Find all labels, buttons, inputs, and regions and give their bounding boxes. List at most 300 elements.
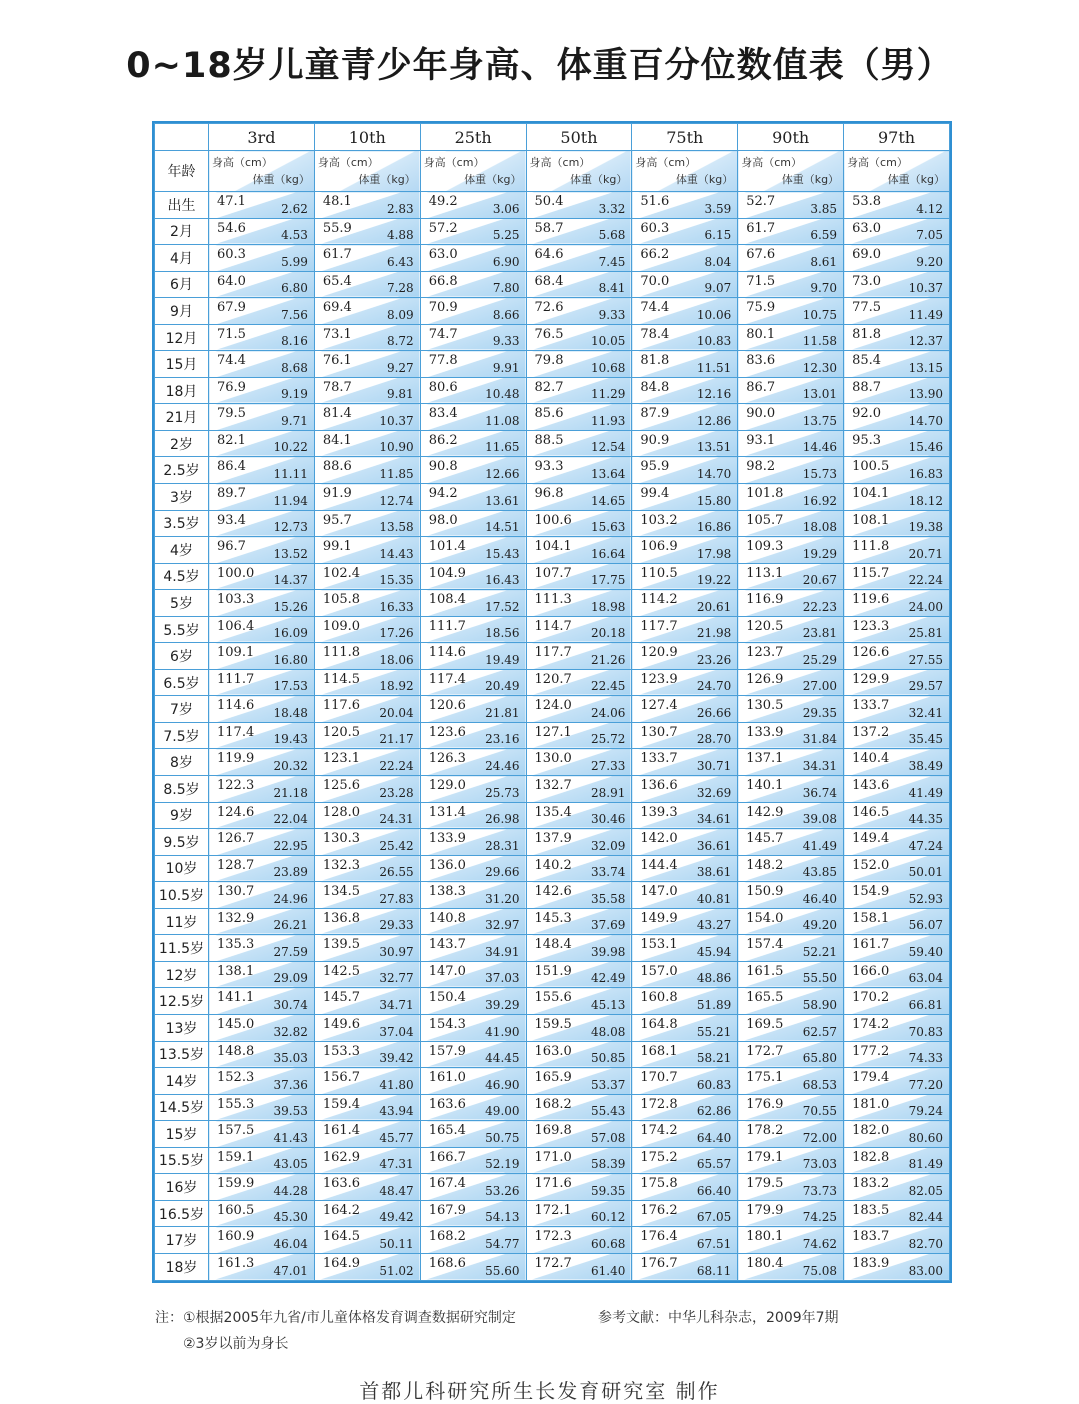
height-value: 76.5	[534, 326, 564, 342]
value-cell	[314, 1147, 420, 1174]
height-value: 114.6	[217, 698, 255, 714]
weight-value: 43.94	[379, 1104, 414, 1119]
percentile-header: 25th	[420, 124, 526, 151]
table-row	[155, 218, 950, 245]
value-cell	[526, 1200, 632, 1227]
value-cell	[526, 722, 632, 749]
weight-value: 39.42	[379, 1051, 414, 1066]
value-cell	[314, 908, 420, 935]
value-cell	[632, 988, 738, 1015]
weight-value: 59.35	[591, 1183, 626, 1198]
weight-value: 52.21	[802, 944, 838, 959]
weight-value: 73.03	[802, 1157, 838, 1172]
age-cell: 12.5岁	[155, 988, 209, 1015]
age-cell: 9岁	[155, 802, 209, 829]
weight-value: 24.70	[696, 679, 732, 694]
height-value: 110.5	[640, 565, 678, 581]
weight-value: 13.15	[908, 360, 943, 375]
height-value: 103.2	[640, 512, 678, 528]
height-value: 92.0	[852, 406, 882, 422]
table-body	[155, 192, 950, 1281]
page-title: 0~18岁儿童青少年身高、体重百分位数值表（男）	[126, 46, 953, 86]
value-cell	[738, 802, 844, 829]
height-value: 81.4	[322, 406, 352, 422]
height-value: 120.6	[428, 698, 466, 714]
weight-value: 9.07	[704, 281, 732, 296]
value-cell	[420, 245, 526, 272]
weight-value: 24.96	[273, 891, 308, 906]
value-cell	[209, 1227, 315, 1254]
value-cell	[209, 616, 315, 643]
weight-value: 8.66	[492, 307, 520, 322]
height-value: 143.6	[852, 778, 890, 794]
weight-value: 4.53	[281, 228, 308, 243]
weight-value: 18.48	[273, 705, 308, 720]
height-value: 90.0	[746, 406, 776, 422]
value-cell	[420, 908, 526, 935]
height-value: 104.1	[534, 539, 572, 555]
age-cell: 18月	[155, 377, 209, 404]
table-row	[155, 882, 950, 909]
weight-value: 6.59	[810, 228, 838, 243]
value-cell	[844, 855, 950, 882]
value-cell	[526, 377, 632, 404]
value-cell	[632, 245, 738, 272]
height-value: 131.4	[428, 804, 466, 820]
weight-value: 24.46	[485, 759, 520, 774]
weight-value: 23.28	[379, 785, 414, 800]
height-value: 91.9	[322, 486, 352, 502]
height-value: 155.6	[534, 990, 572, 1006]
value-cell	[844, 537, 950, 564]
height-value: 124.0	[534, 698, 572, 714]
height-value: 71.5	[217, 326, 246, 342]
weight-value: 16.86	[696, 520, 732, 535]
height-value: 182.0	[852, 1123, 890, 1139]
value-cell	[209, 404, 315, 431]
weight-value: 18.12	[908, 493, 943, 508]
height-value: 159.4	[322, 1096, 361, 1112]
table-row	[155, 324, 950, 351]
height-value: 138.1	[217, 963, 255, 979]
age-cell: 2.5岁	[155, 457, 209, 484]
weight-value: 9.19	[281, 387, 308, 402]
weight-value: 12.86	[696, 413, 732, 428]
weight-value: 43.05	[273, 1157, 308, 1172]
age-cell: 3.5岁	[155, 510, 209, 537]
table-row	[155, 696, 950, 723]
value-cell	[738, 457, 844, 484]
value-cell	[314, 271, 420, 298]
unit-header-cell	[420, 151, 526, 192]
height-value: 75.9	[746, 300, 776, 316]
value-cell	[314, 218, 420, 245]
height-value: 159.5	[534, 1016, 572, 1032]
table-row	[155, 961, 950, 988]
weight-value: 82.44	[908, 1210, 943, 1225]
value-cell	[844, 1094, 950, 1121]
value-cell	[526, 669, 632, 696]
value-cell	[632, 1227, 738, 1254]
weight-value: 29.35	[802, 705, 838, 720]
value-cell	[632, 1014, 738, 1041]
value-cell	[738, 563, 844, 590]
value-cell	[844, 1068, 950, 1095]
height-value: 53.8	[852, 194, 882, 209]
height-value: 147.0	[428, 963, 466, 979]
height-value: 135.3	[217, 937, 255, 953]
weight-value: 18.92	[379, 679, 414, 694]
weight-value: 20.04	[379, 705, 414, 720]
weight-value: 11.49	[908, 307, 943, 322]
height-value: 157.4	[746, 937, 784, 953]
height-value: 136.8	[322, 910, 361, 926]
weight-value: 25.81	[908, 626, 943, 641]
value-cell	[632, 1147, 738, 1174]
weight-value: 10.06	[696, 307, 732, 322]
weight-value: 42.49	[591, 971, 626, 986]
height-value: 172.7	[746, 1043, 784, 1059]
weight-value: 22.24	[908, 573, 943, 588]
value-cell	[420, 430, 526, 457]
unit-header-row	[155, 151, 950, 192]
weight-value: 74.62	[802, 1236, 838, 1251]
age-cell: 5岁	[155, 590, 209, 617]
height-unit-label: 身高（cm）	[529, 156, 591, 169]
value-cell	[420, 457, 526, 484]
weight-value: 32.41	[908, 705, 943, 720]
height-value: 179.4	[852, 1070, 890, 1086]
value-cell	[526, 616, 632, 643]
weight-value: 15.73	[802, 467, 838, 482]
height-value: 123.3	[852, 618, 890, 634]
value-cell	[526, 324, 632, 351]
weight-value: 20.32	[273, 759, 308, 774]
height-value: 101.4	[428, 539, 466, 555]
value-cell	[844, 563, 950, 590]
weight-value: 24.06	[591, 705, 626, 720]
height-value: 85.4	[852, 353, 882, 369]
height-value: 79.5	[217, 406, 246, 422]
weight-value: 10.75	[802, 307, 838, 322]
value-cell	[738, 829, 844, 856]
value-cell	[632, 1200, 738, 1227]
value-cell	[632, 351, 738, 378]
height-value: 160.9	[217, 1229, 255, 1245]
value-cell	[314, 988, 420, 1015]
value-cell	[632, 776, 738, 803]
weight-value: 83.00	[908, 1264, 943, 1278]
value-cell	[844, 696, 950, 723]
value-cell	[738, 1041, 844, 1068]
weight-value: 23.81	[802, 626, 838, 641]
age-cell: 15.5岁	[155, 1147, 209, 1174]
table-row	[155, 988, 950, 1015]
height-value: 49.2	[428, 194, 458, 209]
height-value: 137.2	[852, 724, 890, 740]
weight-value: 10.22	[273, 440, 308, 455]
value-cell	[209, 935, 315, 962]
weight-value: 24.31	[379, 812, 414, 827]
weight-value: 10.48	[485, 387, 520, 402]
weight-value: 34.91	[485, 944, 520, 959]
value-cell	[526, 404, 632, 431]
height-value: 80.6	[428, 379, 458, 395]
value-cell	[738, 669, 844, 696]
value-cell	[738, 1094, 844, 1121]
weight-value: 15.35	[379, 573, 414, 588]
value-cell	[632, 430, 738, 457]
height-value: 100.0	[217, 565, 255, 581]
age-cell: 8岁	[155, 749, 209, 776]
weight-value: 26.66	[696, 705, 732, 720]
table-row	[155, 192, 950, 219]
table-row	[155, 1121, 950, 1148]
value-cell	[420, 1147, 526, 1174]
value-cell	[314, 749, 420, 776]
height-value: 130.3	[322, 831, 361, 847]
height-value: 120.7	[534, 671, 572, 687]
height-value: 108.4	[428, 592, 466, 608]
value-cell	[420, 669, 526, 696]
value-cell	[314, 377, 420, 404]
weight-value: 44.28	[273, 1183, 308, 1198]
height-value: 162.9	[322, 1149, 361, 1165]
weight-value: 62.57	[802, 1024, 838, 1039]
height-value: 113.1	[746, 565, 784, 581]
value-cell	[844, 776, 950, 803]
value-cell	[314, 1227, 420, 1254]
value-cell	[314, 457, 420, 484]
height-value: 67.9	[217, 300, 246, 316]
height-value: 81.8	[640, 353, 670, 369]
height-value: 76.9	[217, 379, 246, 395]
weight-value: 22.95	[273, 838, 308, 853]
value-cell	[526, 457, 632, 484]
age-cell: 11岁	[155, 908, 209, 935]
height-value: 159.1	[217, 1149, 255, 1165]
weight-value: 41.43	[273, 1130, 308, 1145]
value-cell	[738, 324, 844, 351]
weight-value: 37.04	[379, 1024, 414, 1039]
weight-value: 25.29	[802, 652, 838, 667]
value-cell	[526, 484, 632, 511]
height-value: 69.4	[322, 300, 352, 316]
height-value: 171.0	[534, 1149, 572, 1165]
weight-value: 10.68	[591, 360, 626, 375]
value-cell	[632, 908, 738, 935]
value-cell	[314, 484, 420, 511]
weight-value: 43.27	[696, 918, 732, 933]
age-cell: 4.5岁	[155, 563, 209, 590]
weight-value: 58.39	[591, 1157, 626, 1172]
value-cell	[209, 829, 315, 856]
value-cell	[844, 324, 950, 351]
height-value: 156.7	[322, 1070, 361, 1086]
height-value: 88.6	[322, 459, 352, 475]
height-value: 78.4	[640, 326, 670, 342]
height-value: 119.9	[217, 751, 255, 767]
value-cell	[526, 245, 632, 272]
height-value: 179.9	[746, 1202, 784, 1218]
height-value: 134.5	[322, 884, 361, 900]
weight-value: 14.46	[802, 440, 838, 455]
table-row	[155, 484, 950, 511]
height-value: 76.1	[322, 353, 352, 369]
value-cell	[420, 404, 526, 431]
value-cell	[844, 616, 950, 643]
height-value: 175.1	[746, 1070, 784, 1086]
height-value: 54.6	[217, 220, 246, 236]
weight-value: 50.85	[591, 1051, 626, 1066]
weight-unit-label: 体重（kg）	[358, 173, 416, 186]
height-value: 109.0	[322, 618, 361, 634]
height-value: 167.4	[428, 1176, 466, 1192]
value-cell	[209, 1014, 315, 1041]
height-value: 84.8	[640, 379, 670, 395]
value-cell	[209, 1174, 315, 1201]
weight-value: 26.21	[273, 918, 308, 933]
value-cell	[209, 563, 315, 590]
value-cell	[738, 1121, 844, 1148]
height-value: 139.5	[322, 937, 361, 953]
value-cell	[314, 776, 420, 803]
value-cell	[632, 829, 738, 856]
value-cell	[526, 855, 632, 882]
age-cell: 6月	[155, 271, 209, 298]
height-value: 124.6	[217, 804, 255, 820]
height-value: 176.7	[640, 1255, 678, 1271]
weight-value: 28.70	[696, 732, 732, 747]
weight-value: 50.01	[908, 865, 943, 880]
height-value: 102.4	[322, 565, 361, 581]
age-cell: 15月	[155, 351, 209, 378]
weight-value: 47.01	[273, 1264, 308, 1278]
value-cell	[209, 1041, 315, 1068]
percentile-header: 10th	[314, 124, 420, 151]
value-cell	[209, 324, 315, 351]
weight-value: 4.88	[386, 228, 414, 243]
table-row	[155, 669, 950, 696]
weight-value: 27.00	[802, 679, 838, 694]
height-value: 153.3	[322, 1043, 361, 1059]
age-cell: 6岁	[155, 643, 209, 670]
weight-value: 21.81	[485, 705, 520, 720]
value-cell	[632, 537, 738, 564]
height-value: 130.7	[217, 884, 255, 900]
weight-value: 65.80	[802, 1051, 838, 1066]
weight-value: 64.40	[696, 1130, 732, 1145]
value-cell	[632, 669, 738, 696]
height-value: 90.8	[428, 459, 458, 475]
height-value: 95.7	[322, 512, 352, 528]
weight-value: 7.28	[386, 281, 414, 296]
height-value: 66.2	[640, 247, 670, 263]
height-value: 83.4	[428, 406, 458, 422]
value-cell	[420, 484, 526, 511]
height-value: 155.3	[217, 1096, 255, 1112]
height-value: 178.2	[746, 1123, 784, 1139]
height-value: 183.5	[852, 1202, 890, 1218]
weight-value: 20.49	[485, 679, 520, 694]
height-value: 86.4	[217, 459, 246, 475]
weight-value: 60.12	[591, 1210, 626, 1225]
weight-value: 26.55	[379, 865, 414, 880]
weight-value: 11.58	[802, 334, 838, 349]
height-value: 135.4	[534, 804, 572, 820]
value-cell	[632, 882, 738, 909]
weight-value: 52.19	[485, 1157, 520, 1172]
table-row	[155, 404, 950, 431]
value-cell	[526, 1094, 632, 1121]
value-cell	[632, 802, 738, 829]
weight-value: 7.05	[916, 228, 943, 243]
height-value: 57.2	[428, 220, 458, 236]
height-value: 137.1	[746, 751, 784, 767]
weight-value: 14.65	[591, 493, 626, 508]
value-cell	[526, 1041, 632, 1068]
height-value: 129.0	[428, 778, 466, 794]
value-cell	[526, 1121, 632, 1148]
age-cell: 11.5岁	[155, 935, 209, 962]
table-row	[155, 1094, 950, 1121]
value-cell	[526, 935, 632, 962]
value-cell	[738, 696, 844, 723]
weight-value: 45.13	[591, 997, 626, 1012]
weight-value: 53.26	[485, 1183, 520, 1198]
table-row	[155, 829, 950, 856]
weight-value: 16.80	[273, 652, 308, 667]
value-cell	[738, 643, 844, 670]
weight-value: 81.49	[908, 1157, 943, 1172]
table-row	[155, 271, 950, 298]
weight-value: 14.70	[908, 413, 943, 428]
weight-value: 34.71	[379, 997, 414, 1012]
value-cell	[209, 271, 315, 298]
weight-value: 16.92	[802, 493, 838, 508]
value-cell	[420, 351, 526, 378]
value-cell	[738, 510, 844, 537]
weight-value: 38.49	[908, 759, 943, 774]
weight-value: 23.89	[273, 865, 308, 880]
value-cell	[844, 1200, 950, 1227]
age-cell: 5.5岁	[155, 616, 209, 643]
weight-value: 48.47	[379, 1183, 414, 1198]
weight-value: 5.25	[492, 228, 520, 243]
weight-value: 13.64	[591, 467, 626, 482]
value-cell	[526, 749, 632, 776]
weight-value: 34.61	[696, 812, 732, 827]
value-cell	[844, 1227, 950, 1254]
height-value: 123.6	[428, 724, 466, 740]
weight-value: 15.46	[908, 440, 943, 455]
weight-value: 8.68	[281, 360, 308, 375]
weight-value: 15.80	[696, 493, 732, 508]
height-value: 65.4	[322, 273, 352, 289]
percentile-header: 90th	[738, 124, 844, 151]
height-value: 180.4	[746, 1255, 784, 1271]
weight-value: 29.66	[485, 865, 520, 880]
weight-value: 61.40	[591, 1264, 626, 1278]
value-cell	[526, 563, 632, 590]
height-value: 60.3	[640, 220, 670, 236]
weight-value: 70.55	[802, 1104, 838, 1119]
height-value: 139.3	[640, 804, 678, 820]
height-value: 170.2	[852, 990, 890, 1006]
value-cell	[526, 1014, 632, 1041]
weight-value: 82.70	[908, 1236, 943, 1251]
height-value: 127.4	[640, 698, 678, 714]
